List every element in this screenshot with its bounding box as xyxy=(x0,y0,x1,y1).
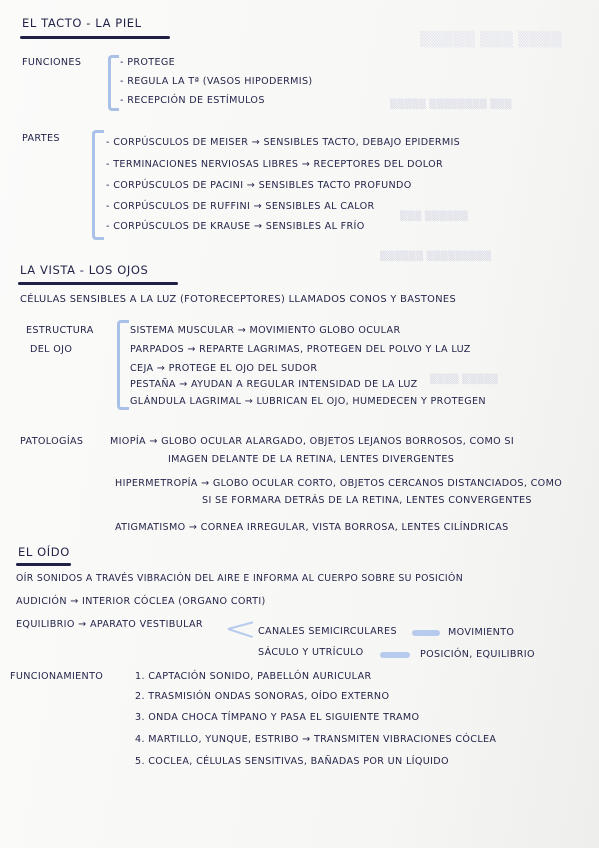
vestibular-connector xyxy=(228,628,253,638)
funcionamiento-step: 5. COCLEA, CÉLULAS SENSITIVAS, BAÑADAS POR UN LÍQUIDO xyxy=(135,756,449,767)
funciones-label: FUNCIONES xyxy=(22,57,82,68)
funcionamiento-label: FUNCIONAMIENTO xyxy=(10,671,104,682)
oido-line: OÍR SONIDOS A TRAVÉS VIBRACIÓN DEL AIRE E INFORMA AL CUERPO SOBRE SU POSICIÓN xyxy=(16,573,463,584)
funcionamiento-step: 1. CAPTACIÓN SONIDO, PABELLÓN AURICULAR xyxy=(135,671,372,682)
patologia-item: ATIGMATISMO → CORNEA IRREGULAR, VISTA BORROSA, LENTES CILÍNDRICAS xyxy=(115,522,509,533)
bleed-through-text: ▒▒▒▒▒ ▒▒▒ ▒▒▒▒ xyxy=(420,32,563,48)
estructura-item: SISTEMA MUSCULAR → MOVIMIENTO GLOBO OCULAR xyxy=(130,325,401,336)
vestibular-part: CANALES SEMICIRCULARES xyxy=(258,626,397,637)
bleed-through-text: ▒▒▒▒▒▒ ▒▒▒▒▒▒▒▒▒ xyxy=(380,252,492,262)
funcionamiento-step: 2. TRASMISIÓN ONDAS SONORAS, OÍDO EXTERNO xyxy=(135,691,390,702)
title-underline xyxy=(18,282,178,285)
parte-item: - CORPÚSCULOS DE RUFFINI → SENSIBLES AL CALOR xyxy=(106,201,375,212)
funcion-item: - REGULA LA Tª (VASOS HIPODERMIS) xyxy=(120,76,313,87)
funcionamiento-step: 4. MARTILLO, YUNQUE, ESTRIBO → TRANSMITEN VIBRACIONES CÓCLEA xyxy=(135,734,497,745)
funciones-bracket xyxy=(108,55,119,111)
parte-item: - TERMINACIONES NERVIOSAS LIBRES → RECEPTORES DEL DOLOR xyxy=(106,159,444,170)
vestibular-highlight xyxy=(380,652,410,658)
estructura-item: GLÁNDULA LAGRIMAL → LUBRICAN EL OJO, HUMEDECEN Y PROTEGEN xyxy=(130,396,486,407)
title-underline xyxy=(20,36,170,39)
section-title-oido: EL OÍDO xyxy=(18,545,70,559)
patologia-item: SI SE FORMARA DETRÁS DE LA RETINA, LENTES CONVERGENTES xyxy=(202,495,532,506)
estructura-label: ESTRUCTURA xyxy=(26,325,94,336)
patologias-label: PATOLOGÍAS xyxy=(20,436,84,447)
section-title-vista: LA VISTA - LOS OJOS xyxy=(20,263,149,277)
estructura-item: PARPADOS → REPARTE LAGRIMAS, PROTEGEN DEL POLVO Y LA LUZ xyxy=(130,344,471,355)
vestibular-highlight xyxy=(412,630,440,636)
patologia-item: IMAGEN DELANTE DE LA RETINA, LENTES DIVERGENTES xyxy=(168,454,455,465)
title-underline xyxy=(16,563,71,566)
vestibular-role: MOVIMIENTO xyxy=(448,627,515,638)
parte-item: - CORPÚSCULOS DE PACINI → SENSIBLES TACTO PROFUNDO xyxy=(106,180,412,191)
parte-item: - CORPÚSCULOS DE MEISER → SENSIBLES TACTO, DEBAJO EPIDERMIS xyxy=(106,137,461,148)
vestibular-part: SÁCULO Y UTRÍCULO xyxy=(258,647,364,658)
parte-item: - CORPÚSCULOS DE KRAUSE → SENSIBLES AL FRÍO xyxy=(106,221,365,232)
patologia-item: HIPERMETROPÍA → GLOBO OCULAR CORTO, OBJETOS CERCANOS DISTANCIADOS, COMO xyxy=(115,478,563,489)
funcionamiento-step: 3. ONDA CHOCA TÍMPANO Y PASA EL SIGUIENTE TRAMO xyxy=(135,712,420,723)
vestibular-role: POSICIÓN, EQUILIBRIO xyxy=(420,649,535,660)
partes-label: PARTES xyxy=(22,133,60,144)
estructura-bracket xyxy=(117,320,129,410)
funcion-item: - RECEPCIÓN DE ESTÍMULOS xyxy=(120,95,265,106)
estructura-label: DEL OJO xyxy=(30,344,73,355)
estructura-item: PESTAÑA → AYUDAN A REGULAR INTENSIDAD DE LA LUZ xyxy=(130,379,418,390)
section-title-tacto: EL TACTO - LA PIEL xyxy=(22,16,142,30)
bleed-through-text: ▒▒▒▒ ▒▒▒▒▒ xyxy=(430,375,499,385)
oido-line: EQUILIBRIO → APARATO VESTIBULAR xyxy=(16,619,203,630)
vista-intro: CÉLULAS SENSIBLES A LA LUZ (FOTORECEPTORES) LLAMADOS CONOS Y BASTONES xyxy=(20,294,457,305)
funcion-item: - PROTEGE xyxy=(120,57,176,68)
oido-line: AUDICIÓN → INTERIOR CÓCLEA (ORGANO CORTI) xyxy=(16,596,266,607)
bleed-through-text: ▒▒▒▒▒ ▒▒▒▒▒▒▒▒ ▒▒▒ xyxy=(390,100,512,110)
estructura-item: CEJA → PROTEGE EL OJO DEL SUDOR xyxy=(130,363,318,374)
partes-bracket xyxy=(92,130,104,240)
patologia-item: MIOPÍA → GLOBO OCULAR ALARGADO, OBJETOS LEJANOS BORROSOS, COMO SI xyxy=(110,436,515,447)
bleed-through-text: ▒▒▒ ▒▒▒▒▒▒ xyxy=(400,212,469,222)
